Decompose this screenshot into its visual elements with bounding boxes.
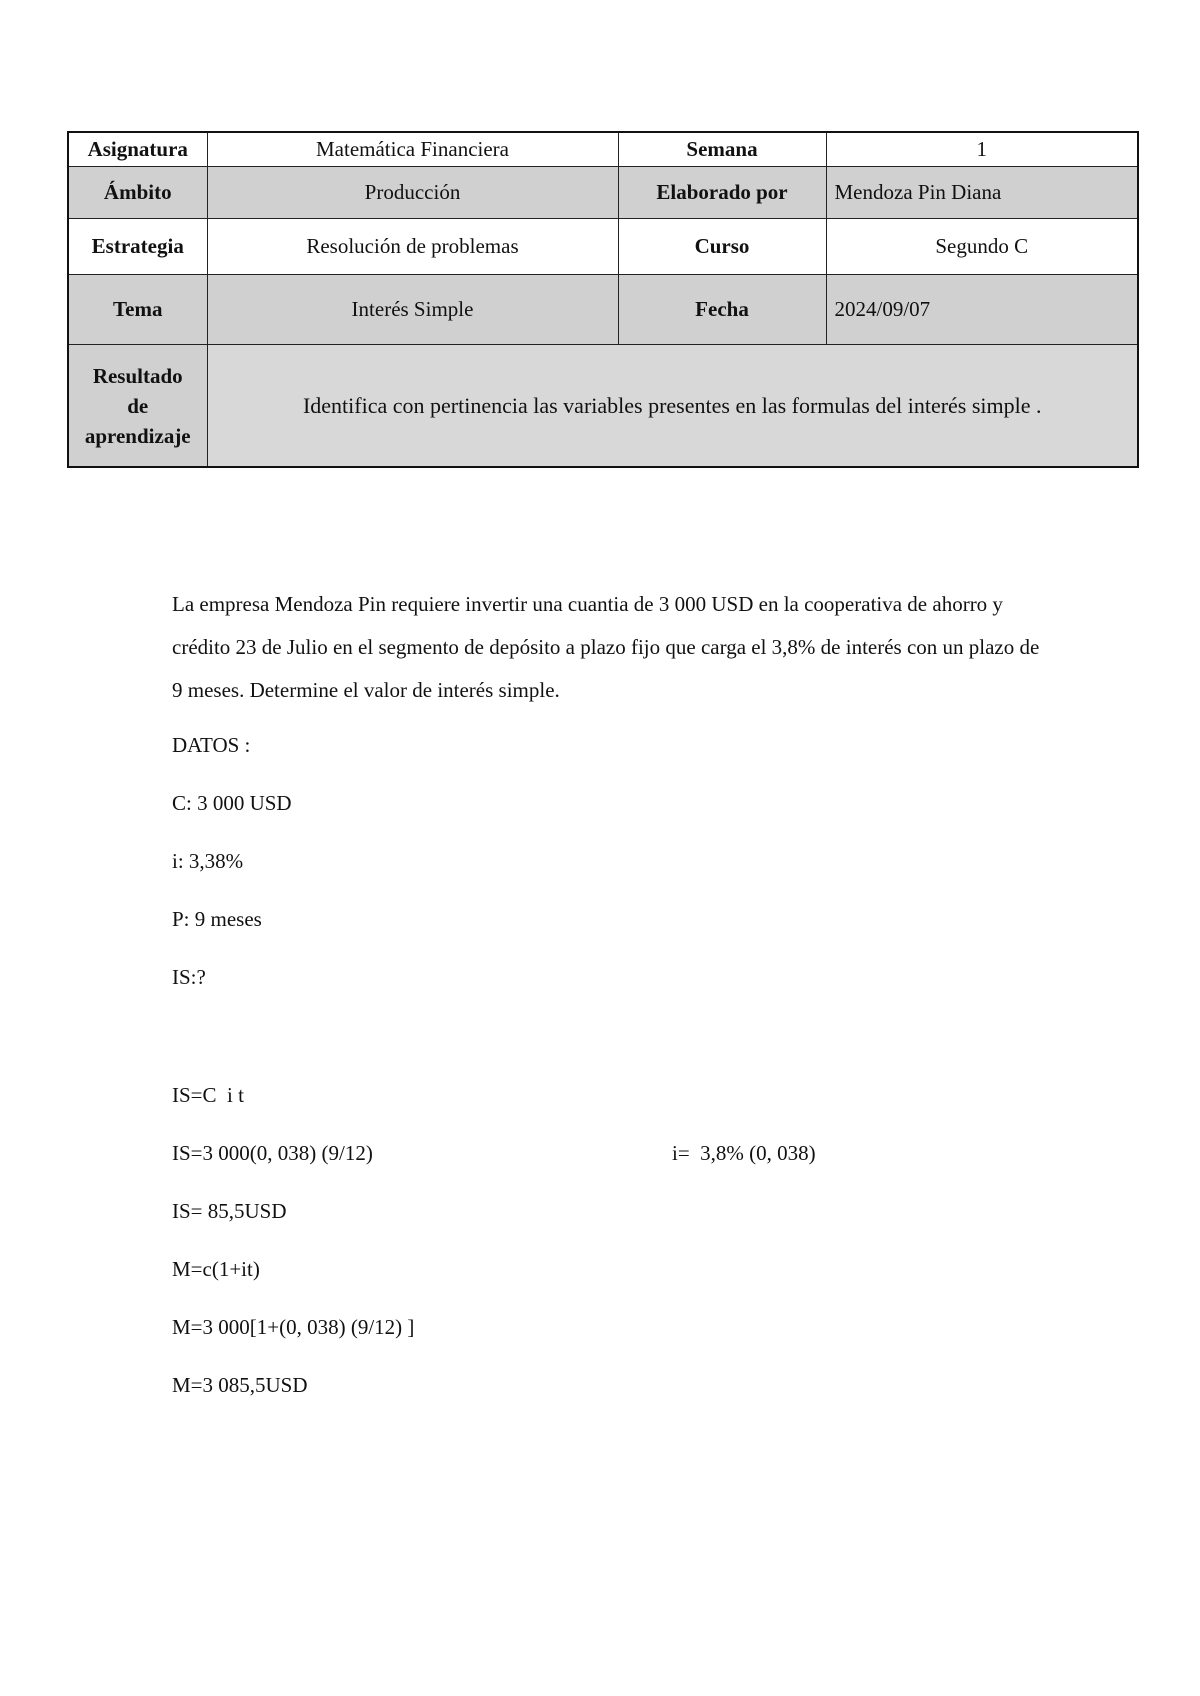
rate-note: i= 3,8% (0, 038) [672,1141,816,1165]
result-m: M=3 085,5USD [172,1373,308,1397]
semana-value: 1 [826,132,1138,167]
asignatura-label: Asignatura [68,132,207,167]
curso-label: Curso [618,219,826,275]
formula-m: M=c(1+it) [172,1257,260,1281]
dato-capital: C: 3 000 USD [172,791,292,815]
header-table [67,131,1139,468]
dato-is: IS:? [172,965,206,989]
estrategia-label: Estrategia [68,219,207,275]
row-estrategia [68,219,1138,275]
ambito-value: Producción [207,167,618,219]
row-resultado [68,345,1138,468]
dato-interes: i: 3,38% [172,849,244,873]
asignatura-value: Matemática Financiera [207,132,618,167]
ambito-label: Ámbito [68,167,207,219]
resultado-label [68,345,207,468]
fecha-label: Fecha [618,275,826,345]
semana-label: Semana [618,132,826,167]
resultado-label-line-3: aprendizaje [84,423,191,448]
row-ambito [68,167,1138,219]
fecha-value: 2024/09/07 [826,275,1138,345]
row-tema [68,275,1138,345]
substitution-m: M=3 000[1+(0, 038) (9/12) ] [172,1315,415,1339]
formula-is: IS=C i t [172,1083,244,1107]
resultado-label-line-2: de [127,393,149,418]
substitution-is: IS=3 000(0, 038) (9/12) [172,1141,373,1165]
resultado-value: Identifica con pertinencia las variables presentes en las formulas del interés simple . [207,345,1138,468]
estrategia-value: Resolución de problemas [207,219,618,275]
elaborado-label: Elaborado por [618,167,826,219]
tema-value: Interés Simple [207,275,618,345]
curso-value: Segundo C [826,219,1138,275]
row-asignatura [68,132,1138,167]
problem-statement: La empresa Mendoza Pin requiere invertir una cuantia de 3 000 USD en la cooperativa de ahorro y crédito 23 de Julio en el segmento de depósito a plazo fijo que carga el 3,8% de interés con un plazo de 9 meses. Determine el valor de interés simple. [172,592,1040,702]
resultado-label-line-1: Resultado [92,363,183,388]
dato-plazo: P: 9 meses [172,907,262,931]
elaborado-value: Mendoza Pin Diana [826,167,1138,219]
datos-title: DATOS : [172,733,251,757]
tema-label: Tema [68,275,207,345]
result-is: IS= 85,5USD [172,1199,287,1223]
